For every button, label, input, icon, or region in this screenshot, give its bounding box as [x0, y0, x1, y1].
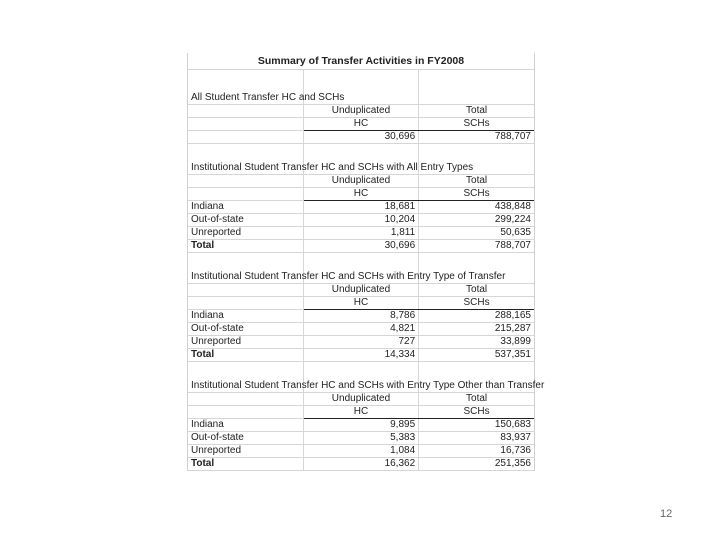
hdr	[188, 105, 534, 118]
table-title: Summary of Transfer Activities in FY2008	[188, 53, 534, 70]
spacer	[188, 70, 303, 93]
spacer	[419, 70, 534, 93]
row-label: Out-of-state	[188, 323, 303, 336]
section-title: Institutional Student Transfer HC and SCHs with Entry Type Other than Transfer	[188, 380, 303, 393]
hc-header: HC	[303, 118, 418, 131]
hc-value: 16,362	[303, 458, 418, 471]
table-row	[188, 310, 534, 323]
sch-header: SCHs	[419, 188, 534, 201]
hc-value: 18,681	[303, 201, 418, 214]
hc-value: 10,204	[303, 214, 418, 227]
sect	[188, 271, 534, 284]
table-row	[188, 240, 534, 253]
row-label: Total	[188, 240, 303, 253]
sch-value: 16,736	[419, 445, 534, 458]
row-label: Indiana	[188, 201, 303, 214]
sch-header: SCHs	[419, 297, 534, 310]
spacer	[303, 70, 418, 93]
sch-header: SCHs	[419, 118, 534, 131]
row-label: Total	[188, 349, 303, 362]
spacer	[419, 144, 534, 163]
section-title: All Student Transfer HC and SCHs	[188, 92, 303, 105]
spacer	[188, 144, 303, 163]
spacer	[188, 362, 303, 381]
transfer-summary-table	[187, 53, 545, 471]
row-label: Out-of-state	[188, 432, 303, 445]
sch-value: 537,351	[419, 349, 534, 362]
sch-value: 215,287	[419, 323, 534, 336]
gap	[188, 144, 534, 163]
hc-header: HC	[303, 406, 418, 419]
section-title: Institutional Student Transfer HC and SCHs with Entry Type of Transfer	[188, 271, 303, 284]
hc-header: Unduplicated	[303, 284, 418, 297]
hc-value: 5,383	[303, 432, 418, 445]
table-row	[188, 336, 534, 349]
table-row	[188, 201, 534, 214]
row-label: Unreported	[188, 445, 303, 458]
table-row	[188, 445, 534, 458]
spacer	[188, 188, 303, 201]
hc	[188, 406, 534, 419]
table-row	[188, 131, 534, 144]
table-row	[188, 214, 534, 227]
hc	[188, 297, 534, 310]
spacer	[419, 362, 534, 381]
table-row	[188, 458, 534, 471]
section-title: Institutional Student Transfer HC and SCHs with All Entry Types	[188, 162, 303, 175]
row-label: Total	[188, 458, 303, 471]
spacer	[188, 297, 303, 310]
row-label	[188, 131, 303, 144]
row-label: Unreported	[188, 336, 303, 349]
table-row	[188, 227, 534, 240]
sch-value: 150,683	[419, 419, 534, 432]
hc-value: 1,811	[303, 227, 418, 240]
spacer	[303, 362, 418, 381]
gap	[188, 253, 534, 272]
hdr	[188, 393, 534, 406]
table-row	[188, 349, 534, 362]
spacer	[188, 406, 303, 419]
hc-header: Unduplicated	[303, 175, 418, 188]
spacer	[188, 175, 303, 188]
sch-value: 788,707	[419, 240, 534, 253]
hc-header: HC	[303, 188, 418, 201]
sch-value: 83,937	[419, 432, 534, 445]
sch-header: Total	[419, 284, 534, 297]
table-row	[188, 419, 534, 432]
gap gapL	[188, 70, 534, 93]
hc-value: 14,334	[303, 349, 418, 362]
sect	[188, 92, 534, 105]
hc-value: 8,786	[303, 310, 418, 323]
row-label: Out-of-state	[188, 214, 303, 227]
sch-value: 251,356	[419, 458, 534, 471]
spacer	[303, 253, 418, 272]
row-label: Indiana	[188, 310, 303, 323]
spacer	[188, 118, 303, 131]
spacer	[188, 253, 303, 272]
sch-value: 438,848	[419, 201, 534, 214]
table-row	[188, 323, 534, 336]
hc-header: Unduplicated	[303, 105, 418, 118]
hc-header: Unduplicated	[303, 393, 418, 406]
hc-value: 727	[303, 336, 418, 349]
sch-value: 288,165	[419, 310, 534, 323]
gap	[188, 362, 534, 381]
sch-value: 33,899	[419, 336, 534, 349]
hdr	[188, 175, 534, 188]
spacer	[303, 144, 418, 163]
sch-value: 50,635	[419, 227, 534, 240]
hc-value: 9,895	[303, 419, 418, 432]
spacer	[188, 393, 303, 406]
spacer	[419, 92, 534, 105]
sch-header: SCHs	[419, 406, 534, 419]
row-label: Unreported	[188, 227, 303, 240]
hc	[188, 118, 534, 131]
page-number: 12	[660, 508, 673, 520]
hc-value: 30,696	[303, 131, 418, 144]
hc	[188, 188, 534, 201]
sch-value: 788,707	[419, 131, 534, 144]
spacer	[188, 284, 303, 297]
table-row	[188, 432, 534, 445]
hc-value: 4,821	[303, 323, 418, 336]
hc-value: 30,696	[303, 240, 418, 253]
sch-header: Total	[419, 393, 534, 406]
sect	[188, 380, 534, 393]
hc-header: HC	[303, 297, 418, 310]
row-label: Indiana	[188, 419, 303, 432]
sch-header: Total	[419, 105, 534, 118]
sch-value: 299,224	[419, 214, 534, 227]
hdr	[188, 284, 534, 297]
spacer	[188, 105, 303, 118]
sect	[188, 162, 534, 175]
sch-header: Total	[419, 175, 534, 188]
spacer	[419, 253, 534, 272]
hc-value: 1,084	[303, 445, 418, 458]
